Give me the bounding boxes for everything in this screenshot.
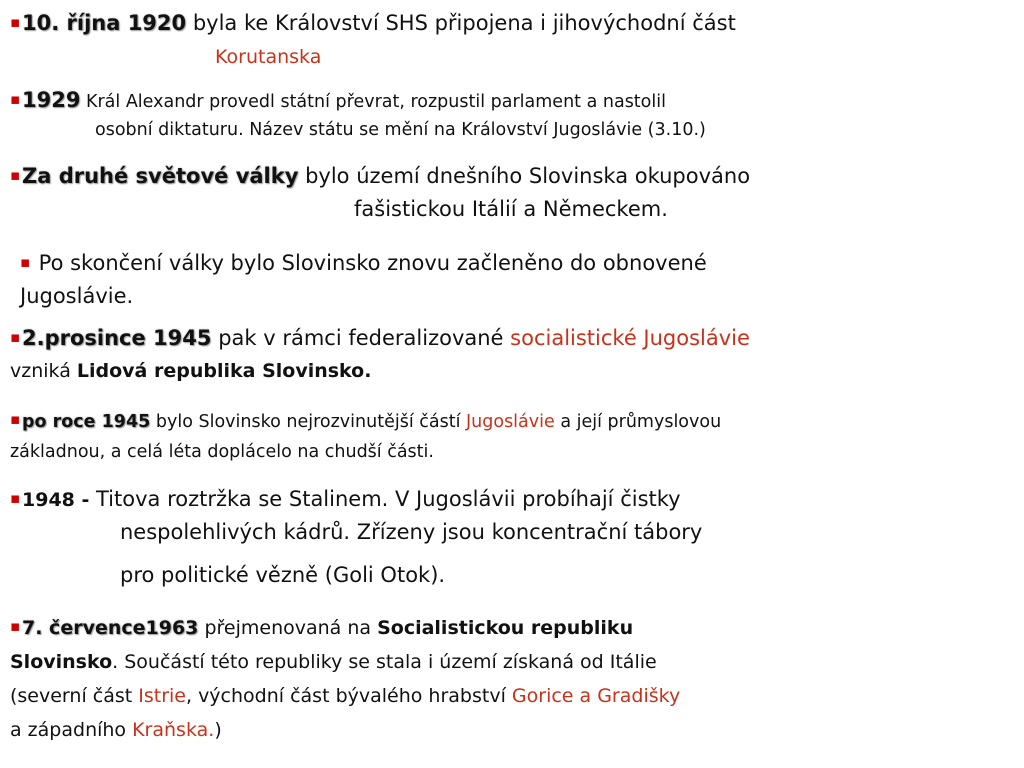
text-1929-line1: Král Alexandr provedl státní převrat, rozpustil parlament a nastolil bbox=[80, 92, 666, 112]
text-after-1945-line2: základnou, a celá léta doplácelo na chudší části. bbox=[10, 442, 434, 462]
text-1948-line3: pro politické vězně (Goli Otok). bbox=[120, 563, 446, 587]
text-1963-line4b: ) bbox=[214, 719, 222, 741]
yugoslavia-link: Jugoslávie bbox=[466, 412, 555, 432]
text-1963-line2: . Součástí této republiky se stala i území získaná od Itálie bbox=[112, 651, 657, 673]
bullet-icon: ▪ bbox=[10, 13, 21, 31]
text-1948-line1: Titova roztržka se Stalinem. V Jugoslávii probíhají čistky bbox=[96, 487, 681, 511]
region-korutansko: Korutanska bbox=[215, 46, 322, 68]
bullet-icon: ▪ bbox=[10, 617, 21, 635]
bullet-icon: ▪ bbox=[10, 166, 21, 184]
bullet-icon: ▪ bbox=[10, 489, 21, 507]
lidova-republika: Lidová republika Slovinsko. bbox=[76, 360, 372, 382]
bullet-icon: ▪ bbox=[10, 328, 21, 346]
date-after-1945: po roce 1945 bbox=[22, 412, 151, 432]
text-1963-line3b: , východní část bývalého hrabství bbox=[185, 685, 512, 707]
date-1948: 1948 - bbox=[22, 489, 96, 511]
bullet-icon: ▪ bbox=[20, 253, 31, 271]
text-postwar-line2: Jugoslávie. bbox=[20, 284, 134, 308]
text-1963-line1: přejmenovaná na bbox=[198, 617, 378, 639]
date-1945: 2.prosince 1945 bbox=[22, 326, 212, 350]
bullet-icon: ▪ bbox=[10, 410, 21, 428]
text-1920: byla ke Království SHS připojena i jihovýchodní část bbox=[186, 11, 736, 35]
text-ww2-line1: bylo území dnešního Slovinska okupováno bbox=[298, 164, 751, 188]
gorice-gradisky: Gorice a Gradišky bbox=[511, 685, 681, 707]
socialist-republic: Socialistickou republiku bbox=[377, 617, 634, 639]
slovinsko-bold: Slovinsko bbox=[10, 651, 113, 673]
text-ww2-line2: fašistickou Itálií a Německem. bbox=[354, 197, 668, 221]
text-after-1945-line1b: a její průmyslovou bbox=[554, 412, 722, 432]
bullet-icon: ▪ bbox=[10, 90, 21, 108]
text-after-1945-line1: bylo Slovinsko nejrozvinutější částí bbox=[150, 412, 466, 432]
date-1929: 1929 bbox=[22, 88, 81, 112]
date-ww2: Za druhé světové války bbox=[22, 164, 299, 188]
text-1948-line2: nespolehlivých kádrů. Zřízeny jsou koncentrační tábory bbox=[120, 520, 703, 544]
text-1929-line2: osobní diktaturu. Název státu se mění na Království Jugoslávie (3.10.) bbox=[95, 120, 706, 140]
text-1963-line4a: a západního bbox=[10, 719, 133, 741]
text-1963-line3a: (severní část bbox=[10, 685, 139, 707]
text-postwar-line1: Po skončení války bylo Slovinsko znovu začleněno do obnovené bbox=[32, 251, 707, 275]
istrie: Istrie bbox=[138, 685, 186, 707]
date-1963: 7. července1963 bbox=[22, 617, 199, 639]
date-1920: 10. října 1920 bbox=[22, 11, 187, 35]
text-1945-line2: vzniká bbox=[10, 360, 77, 382]
socialist-yugoslavia: socialistické Jugoslávie bbox=[510, 326, 750, 350]
kransko: Kraňska. bbox=[132, 719, 215, 741]
text-1945-line1: pak v rámci federalizované bbox=[211, 326, 511, 350]
